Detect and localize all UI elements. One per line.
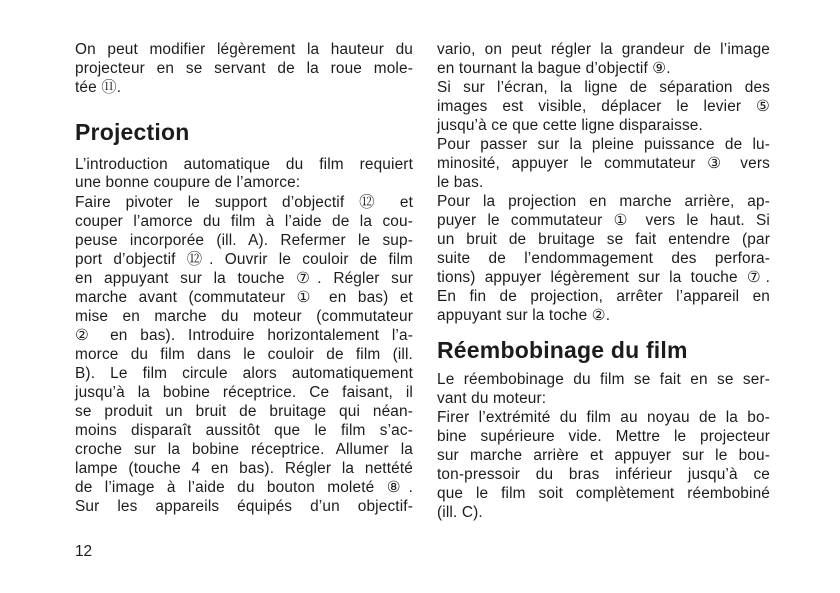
text-line: lampe (touche 4 en bas). Régler la nettété bbox=[75, 460, 413, 477]
text-line: Si sur l’écran, la ligne de séparation des bbox=[437, 79, 770, 96]
text-line: puyer le commutateur ① vers le haut. Si bbox=[437, 212, 770, 229]
text-line: (ill. C). bbox=[437, 504, 483, 521]
text-line: tions) appuyer légèrement sur la touche ⑦. bbox=[437, 269, 770, 286]
text-line: jusqu’à ce que cette ligne disparaisse. bbox=[437, 117, 703, 134]
text-line: images est visible, déplacer le levier ⑤ bbox=[437, 98, 770, 115]
text-line: marche avant (commutateur ① en bas) et bbox=[75, 289, 413, 306]
text-line: sur marche arrière et appuyer sur le bou- bbox=[437, 447, 770, 464]
text-line: ② en bas). Introduire horizontalement l’a- bbox=[75, 327, 413, 344]
text-line: Firer l’extrémité du film au noyau de la bo- bbox=[437, 409, 770, 426]
text-line: une bonne coupure de l’amorce: bbox=[75, 174, 301, 191]
text-line: Faire pivoter le support d’objectif ⑫ et bbox=[75, 194, 413, 211]
text-line: peuse incorporée (ill. A). Refermer le sup- bbox=[75, 232, 413, 249]
text-line: un bruit de bruitage se fait entendre (par bbox=[437, 231, 770, 248]
text-line: en appuyant sur la touche ⑦. Régler sur bbox=[75, 270, 413, 287]
text-line: que le film soit complètement réembobiné bbox=[437, 485, 770, 502]
text-line: jusqu’à la bobine réceptrice. Ce faisant, il bbox=[75, 384, 413, 401]
text-line: projecteur en se servant de la roue mole- bbox=[75, 60, 413, 77]
text-line: Sur les appareils équipés d’un objectif- bbox=[75, 498, 413, 515]
text-line: croche sur la bobine réceptrice. Allumer la bbox=[75, 441, 413, 458]
text-line: morce du film dans le couloir de film (ill. bbox=[75, 346, 413, 363]
text-line: Pour passer sur la pleine puissance de lu- bbox=[437, 136, 770, 153]
text-line: On peut modifier légèrement la hauteur du bbox=[75, 41, 413, 58]
text-line: mise en marche du moteur (commutateur bbox=[75, 308, 413, 325]
text-line: moins disparaît aussitôt que le film s’ac- bbox=[75, 422, 413, 439]
section-heading-rewind: Réembobinage du film bbox=[437, 337, 688, 363]
text-line: vant du moteur: bbox=[437, 390, 547, 407]
text-line: suite de l’endommagement des perfora- bbox=[437, 250, 770, 267]
text-line: Pour la projection en marche arrière, ap- bbox=[437, 193, 770, 210]
text-line: le bas. bbox=[437, 174, 484, 191]
text-line: vario, on peut régler la grandeur de l’image bbox=[437, 41, 770, 58]
text-line: couper l’amorce du film à l’aide de la cou- bbox=[75, 213, 413, 230]
page-number: 12 bbox=[75, 543, 93, 560]
section-heading-projection: Projection bbox=[75, 119, 190, 145]
text-line: tée ⑪. bbox=[75, 79, 122, 96]
text-line: ton-pressoir du bras inférieur jusqu’à ce bbox=[437, 466, 770, 483]
text-line: minosité, appuyer le commutateur ③ vers bbox=[437, 155, 770, 172]
text-line: Le réembobinage du film se fait en se ser- bbox=[437, 371, 770, 388]
text-line: appuyant sur la toche ②. bbox=[437, 307, 611, 324]
text-line: B). Le film circule alors automatiquement bbox=[75, 365, 413, 382]
text-line: se produit un bruit de bruitage qui néan- bbox=[75, 403, 413, 420]
text-line: port d’objectif ⑫. Ouvrir le couloir de film bbox=[75, 251, 413, 268]
text-line: bine supérieure vide. Mettre le projecteur bbox=[437, 428, 770, 445]
text-line: L’introduction automatique du film requiert bbox=[75, 156, 413, 173]
text-line: En fin de projection, arrêter l’appareil en bbox=[437, 288, 770, 305]
text-line: en tournant la bague d’objectif ⑨. bbox=[437, 60, 671, 77]
text-line: de l’image à l’aide du bouton moleté ⑧. bbox=[75, 479, 413, 496]
